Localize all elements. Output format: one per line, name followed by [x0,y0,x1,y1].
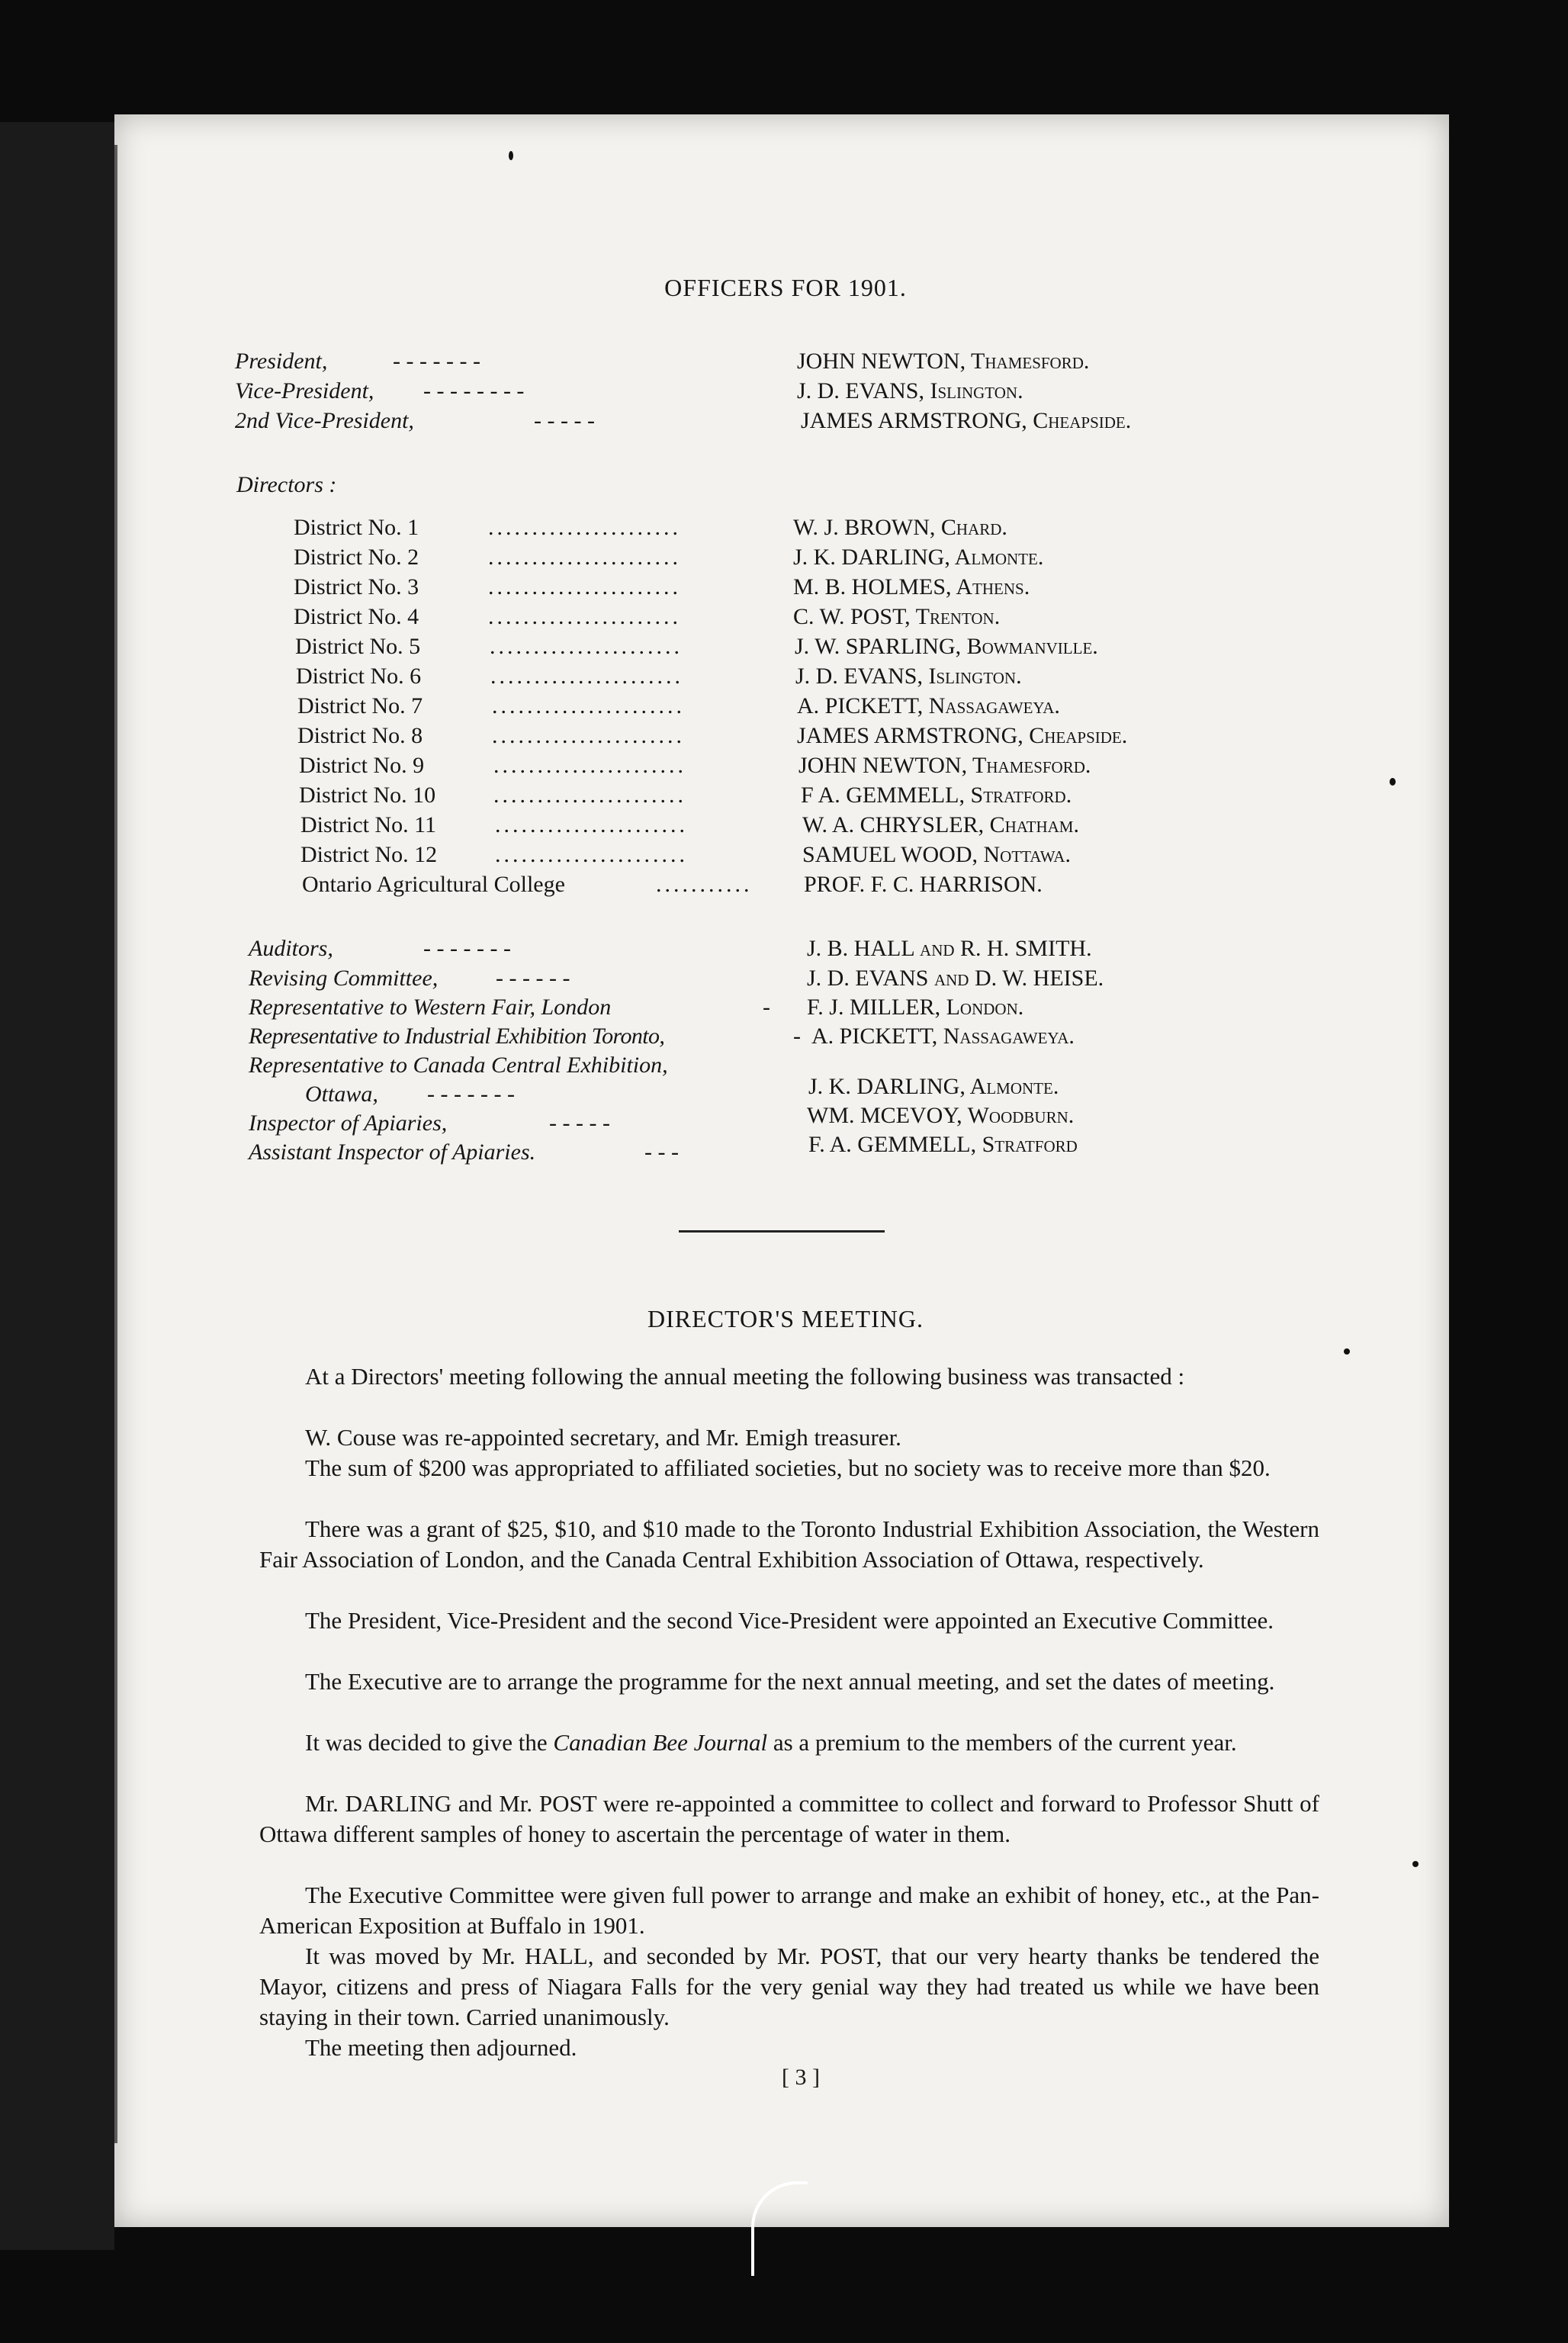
leader-dots: ........... [656,872,753,897]
officer-role: Representative to Western Fair, London [249,995,612,1020]
officer-leader: - [793,1024,801,1049]
officer-role: Auditors, [249,936,333,961]
leader-dots: ...................... [492,693,685,718]
officer-role: Assistant Inspector of Apiaries. [249,1139,536,1165]
journal-title: Canadian Bee Journal [553,1729,768,1756]
officer-leader: - - - - - - - [427,1082,515,1107]
district-director: PROF. F. C. HARRISON. [804,872,1043,897]
leader-dots: ...................... [488,604,681,629]
section-rule [679,1230,885,1233]
officer-role: Vice-President, [235,378,374,403]
scan-speck [1412,1861,1419,1867]
officer-role: Representative to Industrial Exhibition Toronto, [249,1024,665,1049]
leader-dots: ...................... [495,812,688,837]
leader-dots: ...................... [490,664,683,689]
district-label: District No. 12 [300,842,438,867]
district-director: C. W. POST, Trenton. [793,604,1001,629]
scan-speck [1344,1348,1350,1355]
district-director: W. A. CHRYSLER, Chatham. [802,812,1079,837]
meeting-paragraph: The Executive are to arrange the programme for the next annual meeting, and set the dates of meeting. [305,1668,1275,1695]
district-director: F A. GEMMELL, Stratford. [801,783,1072,808]
officer-name: J. D. EVANS, Islington. [797,378,1023,403]
officer-role: President, [235,349,328,374]
district-label: District No. 9 [299,753,425,778]
officer-role: Representative to Canada Central Exhibition, [249,1053,668,1078]
scan-speck [509,151,513,160]
district-label: District No. 7 [297,693,423,718]
meeting-paragraph [259,1728,1319,1758]
page-number: [ 3 ] [782,2065,820,2090]
officer-leader: - - - - - [549,1110,610,1136]
officer-name: J. D. EVANS and D. W. HEISE. [807,966,1104,991]
book-back-edge [0,122,114,2250]
officer-leader: - - - - - - - [423,936,511,961]
officer-name: WM. MCEVOY, Woodburn. [807,1103,1075,1128]
leader-dots: ...................... [488,515,681,540]
district-label: District No. 2 [294,545,419,570]
meeting-paragraph: It was moved by Mr. HALL, and seconded by Mr. POST, that our very hearty thanks be tendered the Mayor, citizens and press of Niagara Falls for the very genial way they had treated us while we have been staying in their town. Carried unanimously. [259,1943,1319,2030]
officer-leader: - - - [644,1139,679,1165]
district-director: J. K. DARLING, Almonte. [793,545,1044,570]
district-director: A. PICKETT, Nassagaweya. [797,693,1060,718]
meeting-paragraph: The Executive Committee were given full power to arrange and make an exhibit of honey, etc., at the Pan-American Exposition at Buffalo in 1901. [259,1882,1319,1939]
leader-dots: ...................... [493,753,686,778]
officer-name: A. PICKETT, Nassagaweya. [811,1024,1075,1049]
district-director: JOHN NEWTON, Thamesford. [798,753,1091,778]
district-label: Ontario Agricultural College [302,872,565,897]
officer-name: F. J. MILLER, London. [807,995,1024,1020]
officer-name: J. B. HALL and R. H. SMITH. [807,936,1092,961]
officer-name: JAMES ARMSTRONG, Cheapside. [801,408,1132,433]
district-label: District No. 1 [294,515,419,540]
officer-role: Inspector of Apiaries, [249,1110,448,1136]
officer-leader: - - - - - [534,408,595,433]
district-director: J. D. EVANS, Islington. [795,664,1022,689]
leader-dots: ...................... [495,842,688,867]
leader-dots: ...................... [490,634,683,659]
meeting-paragraph: There was a grant of $25, $10, and $10 made to the Toronto Industrial Exhibition Association, the Western Fair Association of London, and the Canada Central Exhibition Association of Ottawa, respectively. [259,1515,1319,1573]
officer-leader: - - - - - - - [393,349,480,374]
officer-leader: - - - - - - [496,966,570,991]
meeting-paragraph: W. Couse was re-appointed secretary, and Mr. Emigh treasurer. [305,1424,901,1451]
meeting-paragraph: The meeting then adjourned. [305,2034,577,2061]
officer-role: 2nd Vice-President, [235,408,414,433]
meeting-title: DIRECTOR'S MEETING. [647,1305,924,1332]
district-director: SAMUEL WOOD, Nottawa. [802,842,1071,867]
leader-dots: ...................... [492,723,685,748]
meeting-paragraph: The sum of $200 was appropriated to affiliated societies, but no society was to receive more than $20. [305,1454,1271,1481]
meeting-paragraph: At a Directors' meeting following the annual meeting the following business was transacted : [305,1363,1185,1390]
district-label: District No. 6 [296,664,422,689]
officer-role: Revising Committee, [249,966,439,991]
officer-name: F. A. GEMMELL, Stratford [808,1132,1078,1157]
scan-speck [1390,778,1396,786]
district-label: District No. 3 [294,574,419,599]
officer-name: JOHN NEWTON, Thamesford. [797,349,1090,374]
leader-dots: ...................... [488,574,681,599]
district-label: District No. 5 [295,634,421,659]
district-label: District No. 11 [300,812,437,837]
officer-name: J. K. DARLING, Almonte. [808,1074,1059,1099]
binding-line [114,145,117,2143]
district-director: W. J. BROWN, Chard. [793,515,1007,540]
directors-label: Directors : [236,472,337,497]
officer-leader: - - - - - - - - [423,378,525,403]
meeting-paragraph: Mr. DARLING and Mr. POST were re-appointed a committee to collect and forward to Professor Shutt of Ottawa different samples of honey to ascertain the percentage of water in them. [259,1790,1319,1847]
paragraph-text: as a premium to the members of the current year. [767,1729,1237,1756]
district-label: District No. 10 [299,783,436,808]
district-label: District No. 4 [294,604,419,629]
officer-leader: - [763,995,770,1020]
paragraph-text: It was decided to give the [305,1729,554,1756]
district-director: J. W. SPARLING, Bowmanville. [795,634,1098,659]
district-director: JAMES ARMSTRONG, Cheapside. [797,723,1128,748]
leader-dots: ...................... [493,783,686,808]
officer-role: Ottawa, [305,1082,378,1107]
leader-dots: ...................... [488,545,681,570]
officers-title: OFFICERS FOR 1901. [664,274,907,301]
district-director: M. B. HOLMES, Athens. [793,574,1030,599]
district-label: District No. 8 [297,723,423,748]
meeting-paragraph: The President, Vice-President and the second Vice-President were appointed an Executive Committee. [305,1607,1274,1634]
